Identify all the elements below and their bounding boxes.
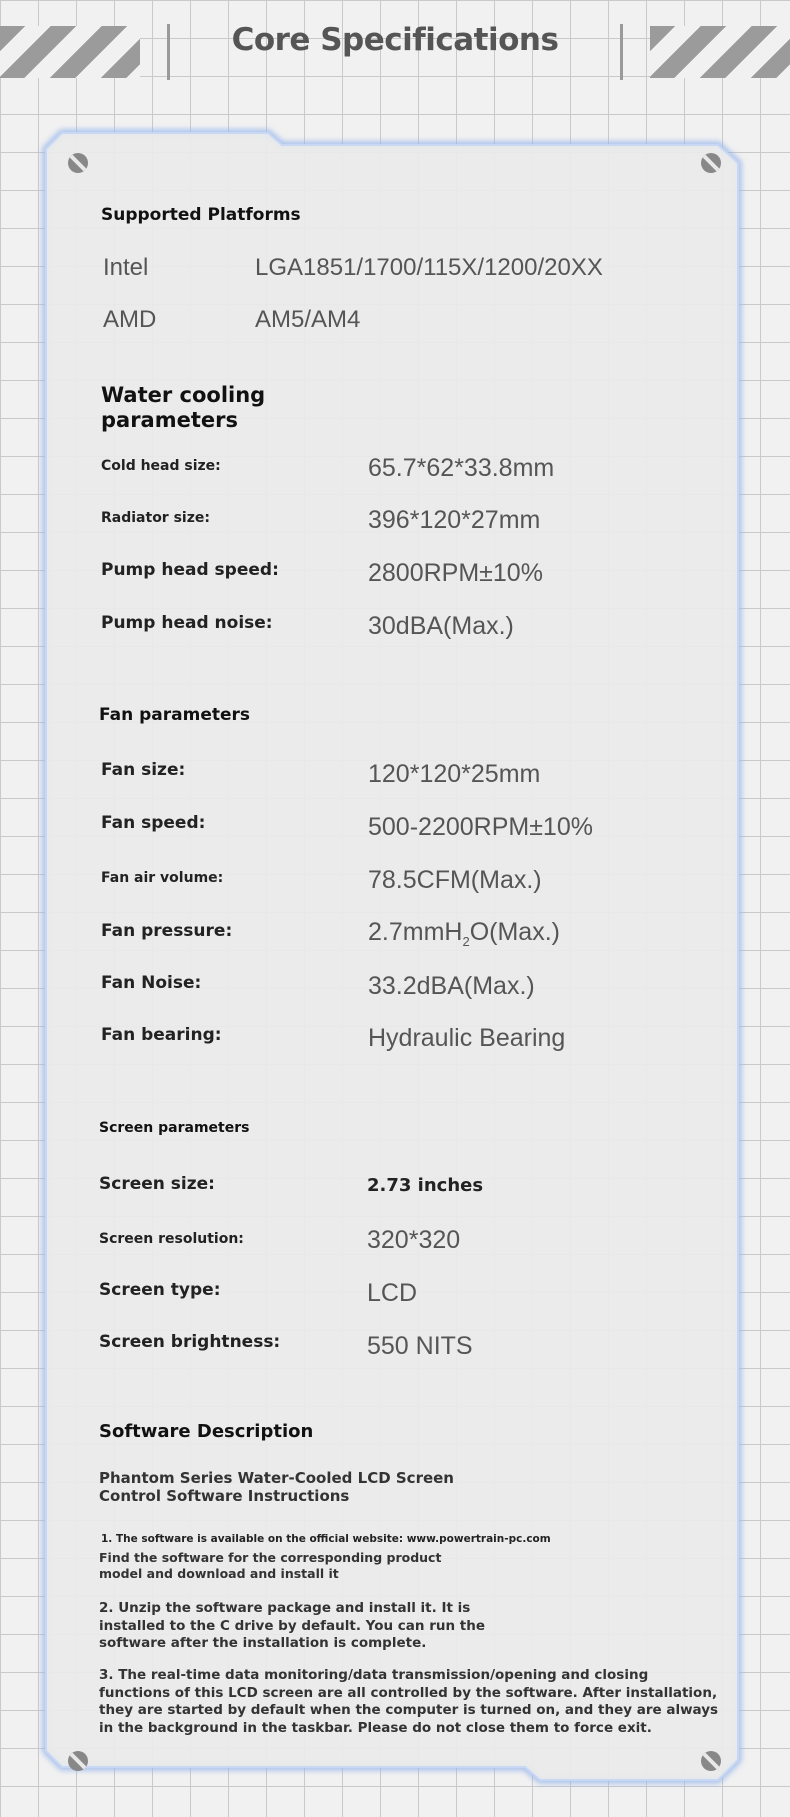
spec-label: Screen resolution: [99,1231,244,1247]
page-title: Core Specifications [231,22,559,58]
spec-label: Pump head noise: [101,613,273,633]
spec-label: Fan size: [101,760,186,780]
spec-value: 2800RPM±10% [368,559,543,587]
spec-value: 78.5CFM(Max.) [368,866,542,894]
spec-value: 120*120*25mm [368,760,541,788]
spec-label: Radiator size: [101,510,210,526]
spec-value: Hydraulic Bearing [368,1024,566,1052]
spec-value: 2.73 inches [367,1175,484,1196]
software-title: Phantom Series Water-Cooled LCD Screen Control Software Instructions [99,1469,454,1505]
spec-label: Fan pressure: [101,921,233,941]
platforms-heading: Supported Platforms [101,205,301,225]
spec-label: Fan Noise: [101,973,202,993]
spec-value: 30dBA(Max.) [368,612,514,640]
software-step-3: 3. The real-time data monitoring/data transmission/opening and closing functions of this LCD screen are all controlled by the software. After installation, they are started by default when the computer is turned on, and they are always in the background in the taskbar. Please do not close them to force exit. [99,1667,719,1736]
spec-value: 500-2200RPM±10% [368,813,593,841]
screen-heading: Screen parameters [99,1120,250,1136]
spec-value: 65.7*62*33.8mm [368,454,555,482]
spec-value: 33.2dBA(Max.) [368,972,535,1000]
spec-label: Pump head speed: [101,560,279,580]
spec-label: Fan air volume: [101,870,224,886]
water-heading: Water cooling parameters [101,383,266,432]
spec-value: LCD [367,1279,418,1307]
spec-label: Fan speed: [101,813,206,833]
spec-label: Screen type: [99,1280,221,1300]
spec-label: Screen size: [99,1174,215,1194]
software-heading: Software Description [99,1421,314,1442]
software-step-1-detail: Find the software for the corresponding product model and download and install it [99,1550,442,1581]
spec-label: Screen brightness: [99,1332,281,1352]
fan-heading: Fan parameters [99,705,251,725]
platform-value: LGA1851/1700/115X/1200/20XX [255,254,603,281]
spec-label: Fan bearing: [101,1025,222,1045]
software-step-1: 1. The software is available on the official website: www.powertrain-pc.com [101,1533,551,1545]
platform-key: Intel [103,254,149,281]
spec-value: 396*120*27mm [368,506,541,534]
spec-value: 320*320 [367,1226,461,1254]
spec-value: 2.7mmH$_2$O(Max.) [368,918,560,949]
software-step-2: 2. Unzip the software package and install it. It is installed to the C drive by default. You can run the software after the installation is complete. [99,1600,486,1651]
spec-value: 550 NITS [367,1332,473,1360]
platform-value: AM5/AM4 [255,306,361,333]
platform-key: AMD [103,306,157,333]
spec-label: Cold head size: [101,458,221,474]
